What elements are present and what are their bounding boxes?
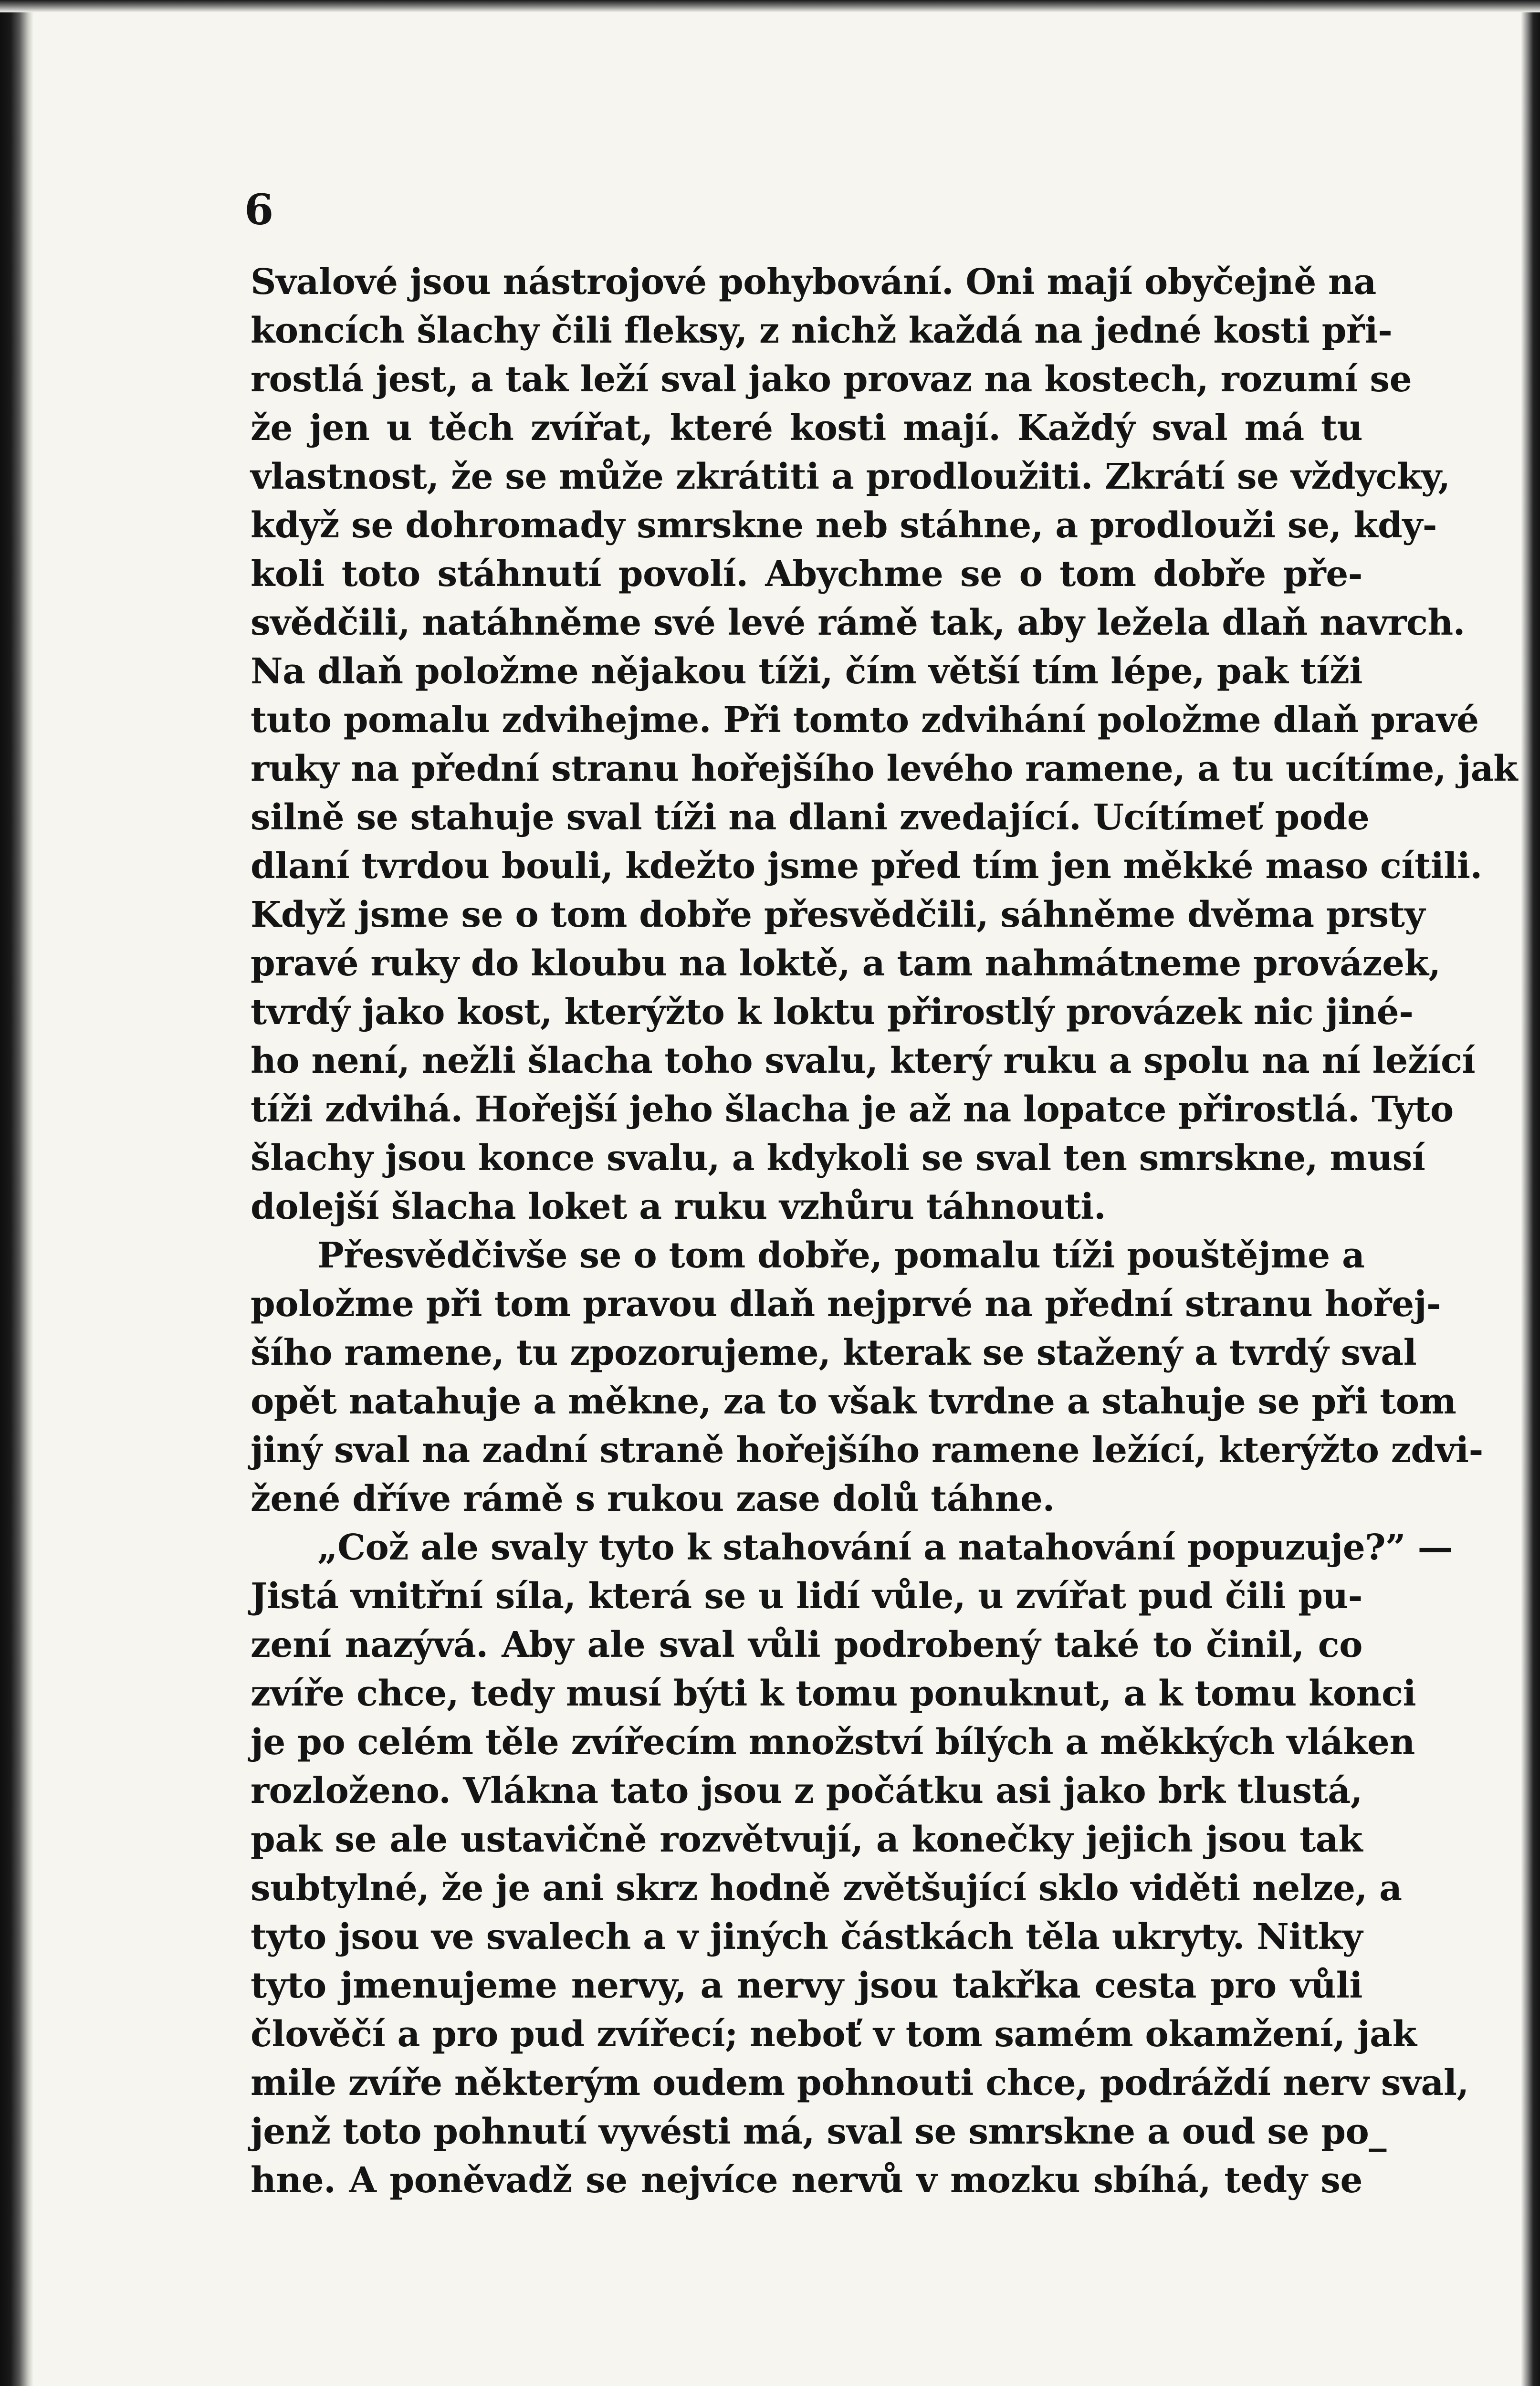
text-line: dlaní tvrdou bouli, kdežto jsme před tím jen měkké maso cítili. — [251, 846, 1482, 887]
page-number: 6 — [244, 185, 274, 234]
text-line: Svalové jsou nástrojové pohybování. Oni mají obyčejně na — [251, 262, 1376, 303]
text-line: tuto pomalu zdvihejme. Při tomto zdvihání položme dlaň pravé — [251, 700, 1479, 741]
text-line: vlastnost, že se může zkrátiti a prodloužiti. Zkrátí se vždycky, — [251, 456, 1450, 497]
page-edge-left — [0, 0, 33, 2386]
text-line: svědčili, natáhněme své levé rámě tak, aby ležela dlaň navrch. — [251, 602, 1465, 643]
text-line: je po celém těle zvířecím množství bílých a měkkých vláken — [251, 1722, 1415, 1763]
text-line: tíži zdvihá. Hořejší jeho šlacha je až na lopatce přirostlá. Tyto — [251, 1089, 1454, 1130]
text-line: dolejší šlacha loket a ruku vzhůru táhnouti. — [251, 1186, 1106, 1227]
text-line: rozloženo. Vlákna tato jsou z počátku asi jako brk tlustá, — [251, 1770, 1362, 1811]
text-line: hne. A poněvadž se nejvíce nervů v mozku sbíhá, tedy se — [251, 2160, 1362, 2201]
text-line: koli toto stáhnutí povolí. Abychme se o tom dobře pře- — [251, 554, 1362, 595]
text-line: pravé ruky do kloubu na loktě, a tam nahmátneme provázek, — [251, 943, 1441, 984]
text-line: tyto jsou ve svalech a v jiných částkách těla ukryty. Nitky — [251, 1916, 1362, 1957]
text-line: šího ramene, tu zpozorujeme, kterak se stažený a tvrdý sval — [251, 1332, 1417, 1373]
text-line: rostlá jest, a tak leží sval jako provaz na kostech, rozumí se — [251, 359, 1412, 400]
page-edge-top — [0, 0, 1540, 12]
text-line: ruky na přední stranu hořejšího levého ramene, a tu ucítíme, jak — [251, 748, 1518, 789]
text-line: koncích šlachy čili fleksy, z nichž každá na jedné kosti při- — [251, 310, 1393, 351]
text-line: že jen u těch zvířat, které kosti mají. Každý sval má tu — [251, 408, 1362, 449]
text-line: silně se stahuje sval tíži na dlani zvedající. Ucítímeť pode — [251, 797, 1370, 838]
text-line: položme při tom pravou dlaň nejprvé na přední stranu hořej- — [251, 1284, 1441, 1325]
text-line: pak se ale ustavičně rozvětvují, a konečky jejich jsou tak — [251, 1819, 1362, 1860]
text-line: zení nazývá. Aby ale sval vůli podrobený také to činil, co — [251, 1624, 1362, 1665]
text-line: když se dohromady smrskne neb stáhne, a prodlouži se, kdy- — [251, 505, 1437, 546]
text-line: Přesvědčivše se o tom dobře, pomalu tíži pouštějme a — [317, 1235, 1365, 1276]
text-line: Když jsme se o tom dobře přesvědčili, sáhněme dvěma prsty — [251, 894, 1425, 935]
text-line: tvrdý jako kost, kterýžto k loktu přirostlý provázek nic jiné- — [251, 992, 1414, 1033]
text-line: žené dříve rámě s rukou zase dolů táhne. — [251, 1478, 1055, 1519]
body-text — [251, 258, 1518, 2205]
page-edge-right — [1521, 0, 1540, 2386]
text-line: opět natahuje a měkne, za to však tvrdne a stahuje se při tom — [251, 1381, 1456, 1422]
text-line: zvíře chce, tedy musí býti k tomu ponuknut, a k tomu konci — [251, 1673, 1416, 1714]
text-line: Na dlaň položme nějakou tíži, čím větší tím lépe, pak tíži — [251, 651, 1362, 692]
text-line: subtylné, že je ani skrz hodně zvětšující sklo viděti nelze, a — [251, 1868, 1402, 1909]
text-line: člověčí a pro pud zvířecí; neboť v tom samém okamžení, jak — [251, 2014, 1417, 2055]
text-line: šlachy jsou konce svalu, a kdykoli se sval ten smrskne, musí — [251, 1138, 1425, 1179]
text-line: jiný sval na zadní straně hořejšího ramene ležící, kterýžto zdvi- — [251, 1430, 1483, 1471]
text-line: Jistá vnitřní síla, která se u lidí vůle, u zvířat pud čili pu- — [251, 1576, 1362, 1617]
text-line: mile zvíře některým oudem pohnouti chce, podráždí nerv sval, — [251, 2062, 1469, 2103]
text-line: tyto jmenujeme nervy, a nervy jsou takřka cesta pro vůli — [251, 1965, 1362, 2006]
text-line: jenž toto pohnutí vyvésti má, sval se smrskne a oud se po_ — [251, 2111, 1386, 2152]
text-line: ho není, nežli šlacha toho svalu, který ruku a spolu na ní ležící — [251, 1040, 1476, 1081]
text-line: „Což ale svaly tyto k stahování a natahování popuzuje?” — — [317, 1527, 1453, 1568]
